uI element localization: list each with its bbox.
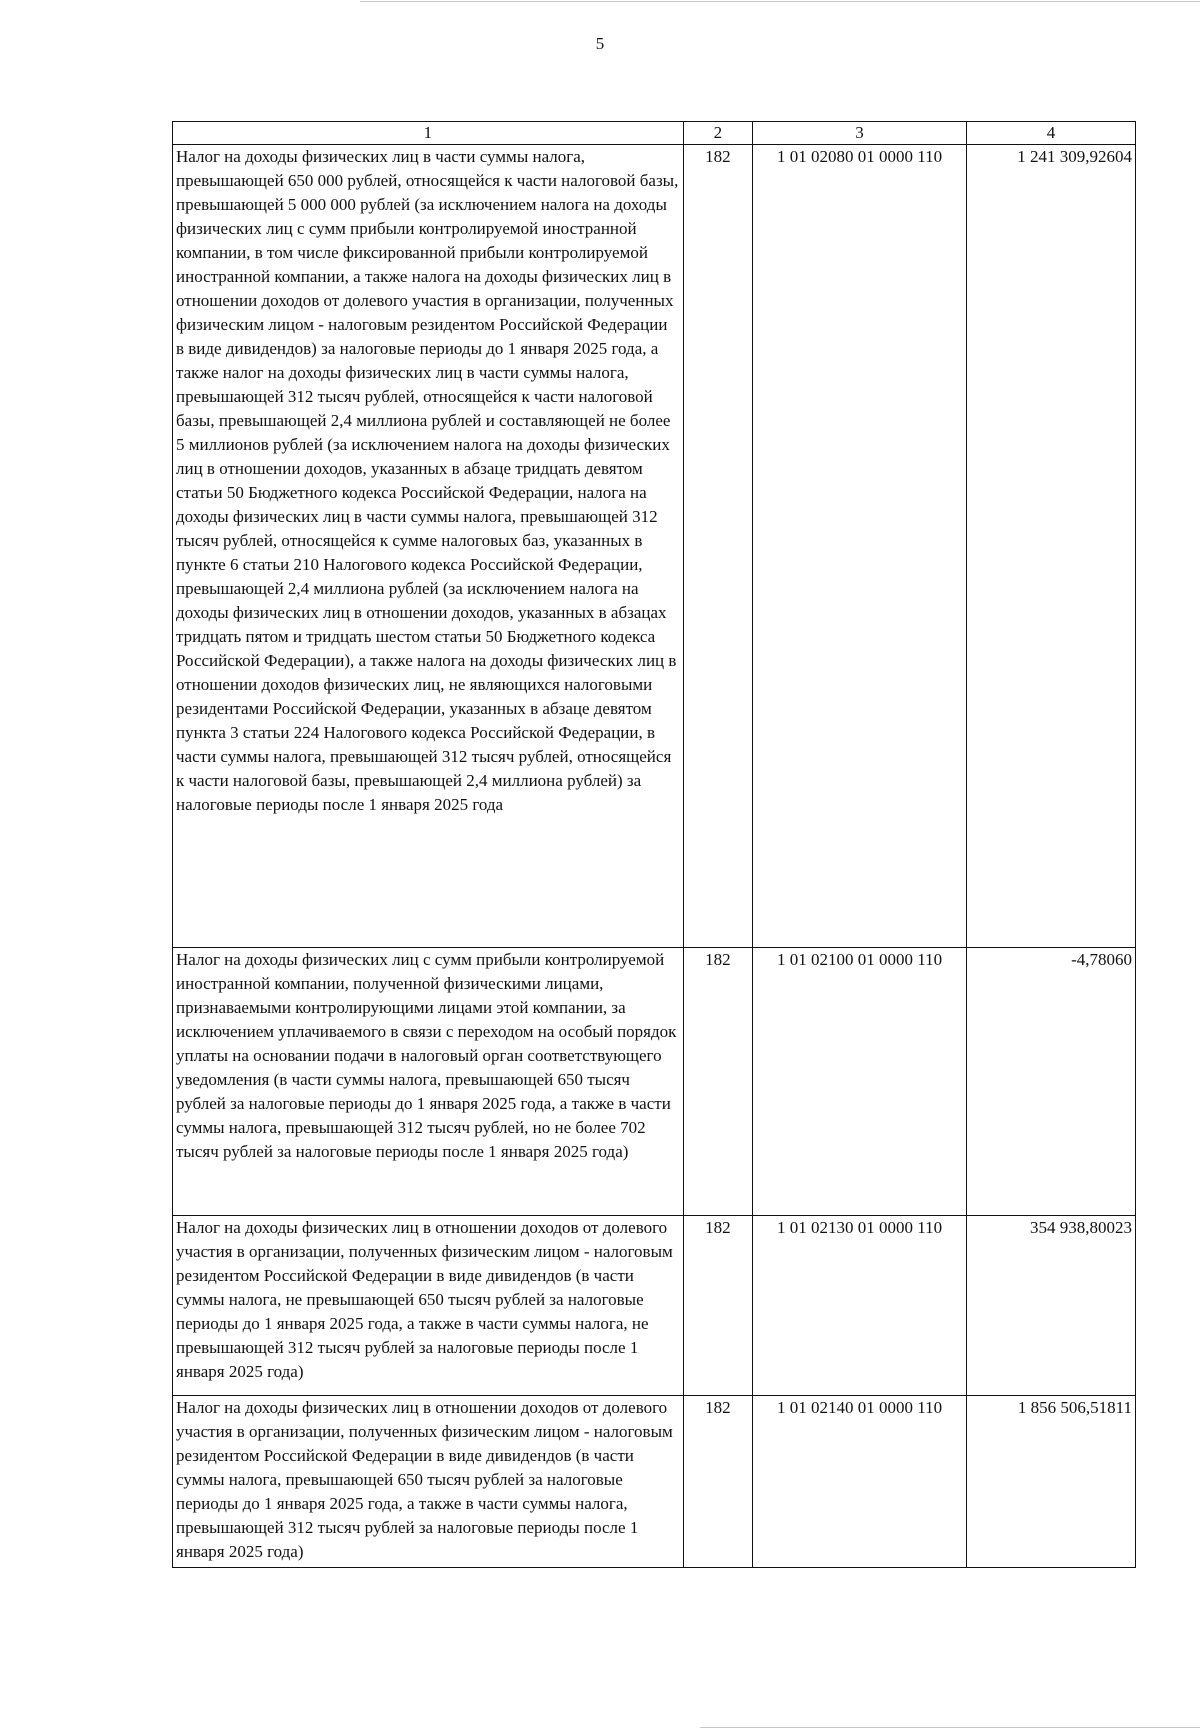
- table-row: [173, 1396, 1136, 1568]
- table-header-row: [173, 122, 1136, 145]
- header-cell-col1: 1: [173, 122, 684, 145]
- row-amount-cell: 354 938,80023: [967, 1216, 1136, 1396]
- row-code-cell: 1 01 02140 01 0000 110: [753, 1396, 967, 1568]
- header-cell-col3: 3: [753, 122, 967, 145]
- table-row: [173, 1216, 1136, 1396]
- scan-edge-bottom: [700, 1727, 1200, 1728]
- row-admin-cell: 182: [683, 1216, 752, 1396]
- page-number: 5: [595, 34, 605, 53]
- row-name-cell: Налог на доходы физических лиц с сумм прибыли контролируемой иностранной компании, полученной физическими лицами, признаваемыми контролирующими лицами этой компании, за исключением уплачиваемого в связи с переходом на особый порядок уплаты на основании подачи в налоговый орган соответствующего уведомления (в части суммы налога, превышающей 650 тысяч рублей за налоговые периоды до 1 января 2025 года, а также в части суммы налога, превышающей 312 тысяч рублей, но не более 702 тысяч рублей за налоговые периоды после 1 января 2025 года): [173, 948, 684, 1216]
- row-admin-cell: 182: [683, 948, 752, 1216]
- table-row: [173, 948, 1136, 1216]
- row-amount-cell: 1 241 309,92604: [967, 145, 1136, 948]
- scan-edge-top: [360, 1, 1200, 2]
- row-name-cell: Налог на доходы физических лиц в отношении доходов от долевого участия в организации, полученных физическим лицом - налоговым резидентом Российской Федерации в виде дивидендов (в части суммы налога, превышающей 650 тысяч рублей за налоговые периоды до 1 января 2025 года, а также в части суммы налога, превышающей 312 тысяч рублей за налоговые периоды после 1 января 2025 года): [173, 1396, 684, 1568]
- row-admin-cell: 182: [683, 1396, 752, 1568]
- row-amount-cell: 1 856 506,51811: [967, 1396, 1136, 1568]
- row-code-cell: 1 01 02080 01 0000 110: [753, 145, 967, 948]
- header-cell-col4: 4: [967, 122, 1136, 145]
- row-name-cell: Налог на доходы физических лиц в отношении доходов от долевого участия в организации, полученных физическим лицом - налоговым резидентом Российской Федерации в виде дивидендов (в части суммы налога, не превышающей 650 тысяч рублей за налоговые периоды до 1 января 2025 года, а также в части суммы налога, не превышающей 312 тысяч рублей за налоговые периоды после 1 января 2025 года): [173, 1216, 684, 1396]
- row-code-cell: 1 01 02130 01 0000 110: [753, 1216, 967, 1396]
- row-code-cell: 1 01 02100 01 0000 110: [753, 948, 967, 1216]
- row-name-cell: Налог на доходы физических лиц в части суммы налога, превышающей 650 000 рублей, относящейся к части налоговой базы, превышающей 5 000 000 рублей (за исключением налога на доходы физических лиц с сумм прибыли контролируемой иностранной компании, в том числе фиксированной прибыли контролируемой иностранной компании, а также налога на доходы физических лиц в отношении доходов от долевого участия в организации, полученных физическим лицом - налоговым резидентом Российской Федерации в виде дивидендов) за налоговые периоды до 1 января 2025 года, а также налог на доходы физических лиц в части суммы налога, превышающей 312 тысяч рублей, относящейся к части налоговой базы, превышающей 2,4 миллиона рублей и составляющей не более 5 миллионов рублей (за исключением налога на доходы физических лиц в отношении доходов, указанных в абзаце тридцать девятом статьи 50 Бюджетного кодекса Российской Федерации, налога на доходы физических лиц в части суммы налога, превышающей 312 тысяч рублей, относящейся к сумме налоговых баз, указанных в пункте 6 статьи 210 Налогового кодекса Российской Федерации, превышающей 2,4 миллиона рублей (за исключением налога на доходы физических лиц в отношении доходов, указанных в абзацах тридцать пятом и тридцать шестом статьи 50 Бюджетного кодекса Российской Федерации), а также налога на доходы физических лиц в отношении доходов физических лиц, не являющихся налоговыми резидентами Российской Федерации, указанных в абзаце девятом пункта 3 статьи 224 Налогового кодекса Российской Федерации, в части суммы налога, превышающей 312 тысяч рублей, относящейся к части налоговой базы, превышающей 2,4 миллиона рублей) за налоговые периоды после 1 января 2025 года: [173, 145, 684, 948]
- row-amount-cell: -4,78060: [967, 948, 1136, 1216]
- header-cell-col2: 2: [683, 122, 752, 145]
- revenue-table: [172, 121, 1136, 1568]
- row-admin-cell: 182: [683, 145, 752, 948]
- table-row: [173, 145, 1136, 948]
